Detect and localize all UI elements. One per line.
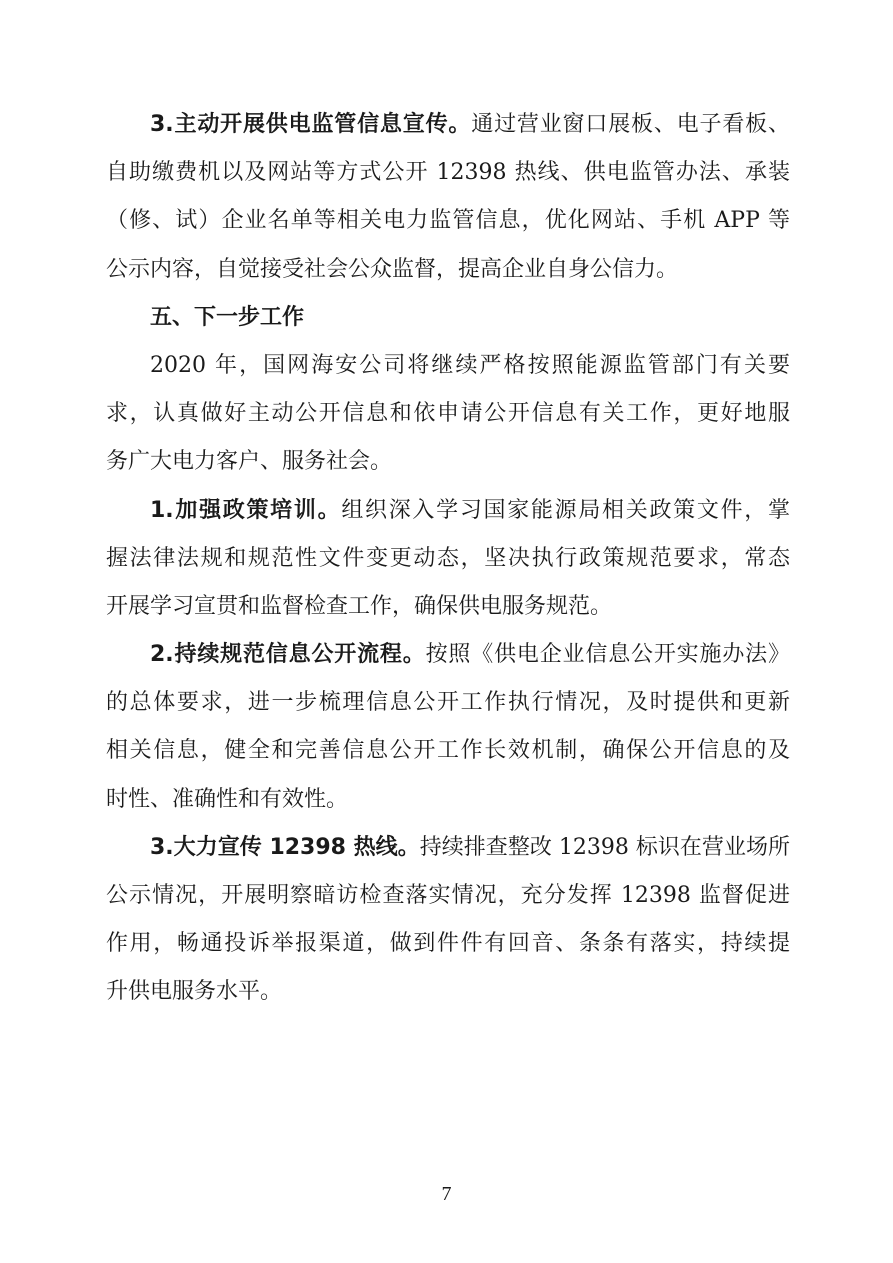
item2-heading: 2.持续规范信息公开流程。 [150, 642, 426, 668]
intro-line-3: 务广大电力客户、服务社会。 [106, 449, 393, 475]
intro-line-1: 2020 年，国网海安公司将继续严格按照能源监管部门有关要 [150, 352, 790, 378]
item1-line-3: 开展学习宣贯和监督检查工作，确保供电服务规范。 [106, 593, 613, 619]
promo-text: 通过营业窗口展板、电子看板、 [471, 112, 790, 137]
document-body [106, 108, 790, 1024]
page-number: 7 [441, 1183, 452, 1205]
intro-line-2: 求，认真做好主动公开信息和依申请公开信息有关工作，更好地服 [106, 401, 790, 427]
item3-line-1 [106, 831, 790, 865]
item2-line-2: 的总体要求，进一步梳理信息公开工作执行情况，及时提供和更新 [106, 690, 790, 716]
paragraph-promo-line-4: 公示内容，自觉接受社会公众监督，提高企业自身公信力。 [106, 256, 679, 282]
item2-line-4: 时性、准确性和有效性。 [106, 786, 349, 812]
promo-heading: 3.主动开展供电监管信息宣传。 [150, 112, 472, 137]
paragraph-promo-line-2: 自助缴费机以及网站等方式公开 12398 热线、供电监管办法、承装 [106, 160, 790, 186]
item1-text: 组织深入学习国家能源局相关政策文件，掌 [341, 497, 790, 523]
item1-heading: 1.加强政策培训。 [150, 497, 342, 523]
item2-line-3: 相关信息，健全和完善信息公开工作长效机制，确保公开信息的及 [106, 738, 790, 764]
item3-line-4: 升供电服务水平。 [106, 979, 283, 1005]
item3-text: 持续排查整改 12398 标识在营业场所 [419, 834, 790, 860]
item1-line-1 [106, 494, 790, 528]
item2-line-1 [106, 638, 790, 672]
item3-heading: 3.大力宣传 12398 热线。 [150, 834, 420, 860]
paragraph-promo-line-1 [106, 108, 790, 142]
section-title: 五、下一步工作 [150, 304, 305, 330]
item3-line-3: 作用，畅通投诉举报渠道，做到件件有回音、条条有落实，持续提 [106, 931, 790, 957]
item2-text: 按照《供电企业信息公开实施办法》 [425, 642, 790, 668]
paragraph-promo-line-3: （修、试）企业名单等相关电力监管信息，优化网站、手机 APP 等 [106, 208, 790, 234]
item1-line-2: 握法律法规和规范性文件变更动态，坚决执行政策规范要求，常态 [106, 545, 790, 571]
item3-line-2: 公示情况，开展明察暗访检查落实情况，充分发挥 12398 监督促进 [106, 883, 790, 908]
